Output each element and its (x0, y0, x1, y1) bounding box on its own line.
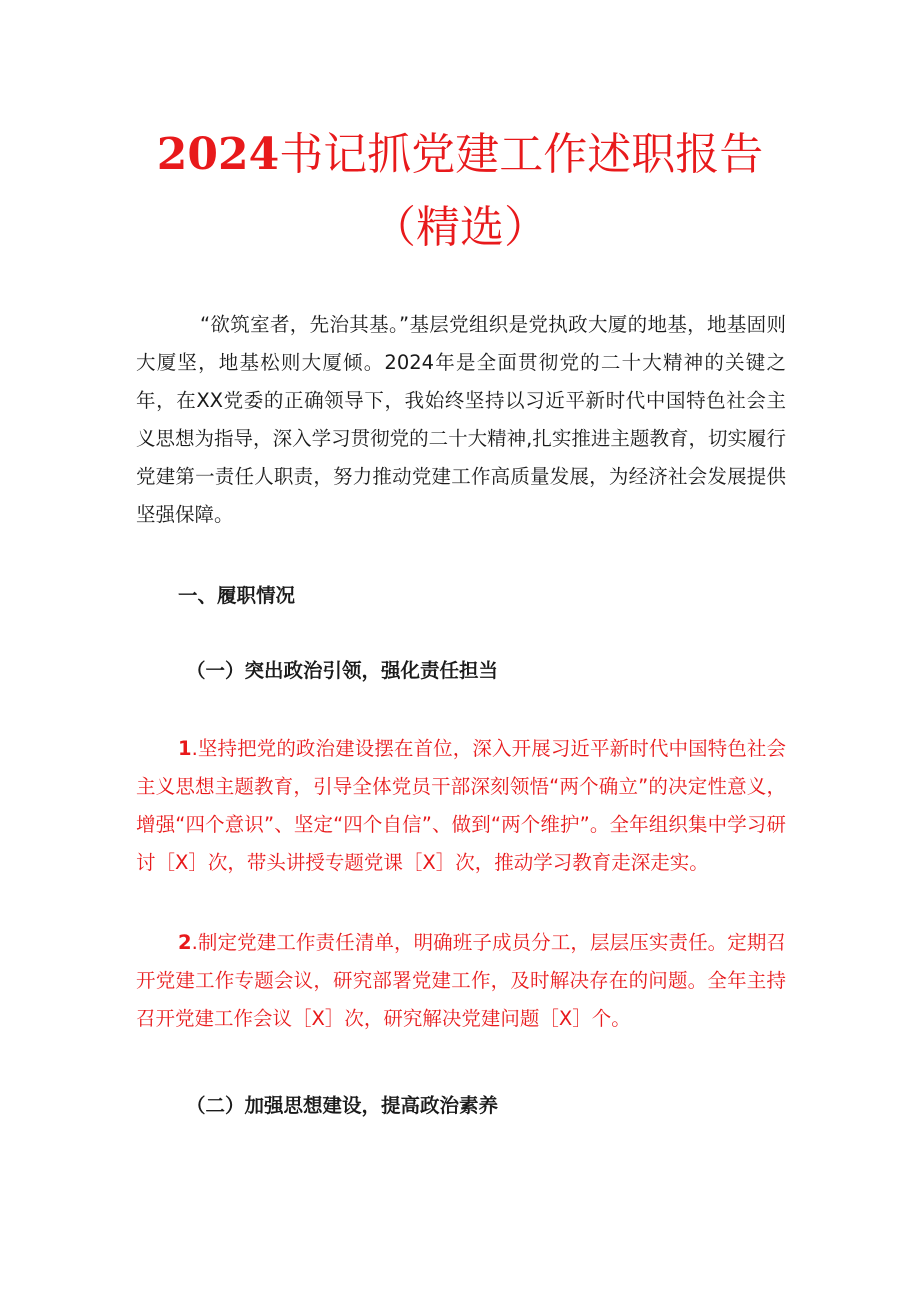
title-text: 书记抓党建工作述职报告 (279, 129, 764, 180)
document-title (100, 125, 820, 185)
item-text: .坚持把党的政治建设摆在首位，深入开展习近平新时代中国特色社会主义思想主题教育，引导全体党员干部深刻领悟“两个确立”的决定性意义，增强“四个意识”、坚定“四个自信”、做到“两个维护”。全年组织集中学习研讨［X］次，带头讲授专题党课［X］次，推动学习教育走深走实。 (136, 737, 786, 874)
intro-text: “欲筑室者，先治其基。”基层党组织是党执政大厦的地基，地基固则大厦坚，地基松则大厦倾。2024年是全面贯彻党的二十大精神的关键之年，在XX党委的正确领导下，我始终坚持以习近平新时代中国特色社会主义思想为指导，深入学习贯彻党的二十大精神,扎实推进主题教育，切实履行党建第一责任人职责，努力推动党建工作高质量发展，为经济社会发展提供坚强保障。 (136, 313, 786, 526)
title-year: 2024 (156, 129, 280, 180)
item-number: 2 (178, 931, 192, 954)
subsection-heading: （二）加强思想建设，提高政治素养 (186, 1094, 499, 1117)
list-item (136, 924, 786, 1038)
section-heading: 一、履职情况 (178, 584, 296, 607)
document-title-suffix: （精选） (372, 202, 548, 253)
item-number: 1 (178, 737, 192, 760)
item-text: .制定党建工作责任清单，明确班子成员分工，层层压实责任。定期召开党建工作专题会议，研究部署党建工作，及时解决存在的问题。全年主持召开党建工作会议［X］次，研究解决党建问题［X］个。 (136, 931, 786, 1030)
list-item (136, 730, 786, 882)
subsection-heading: （一）突出政治引领，强化责任担当 (186, 659, 499, 682)
intro-paragraph (136, 306, 786, 534)
